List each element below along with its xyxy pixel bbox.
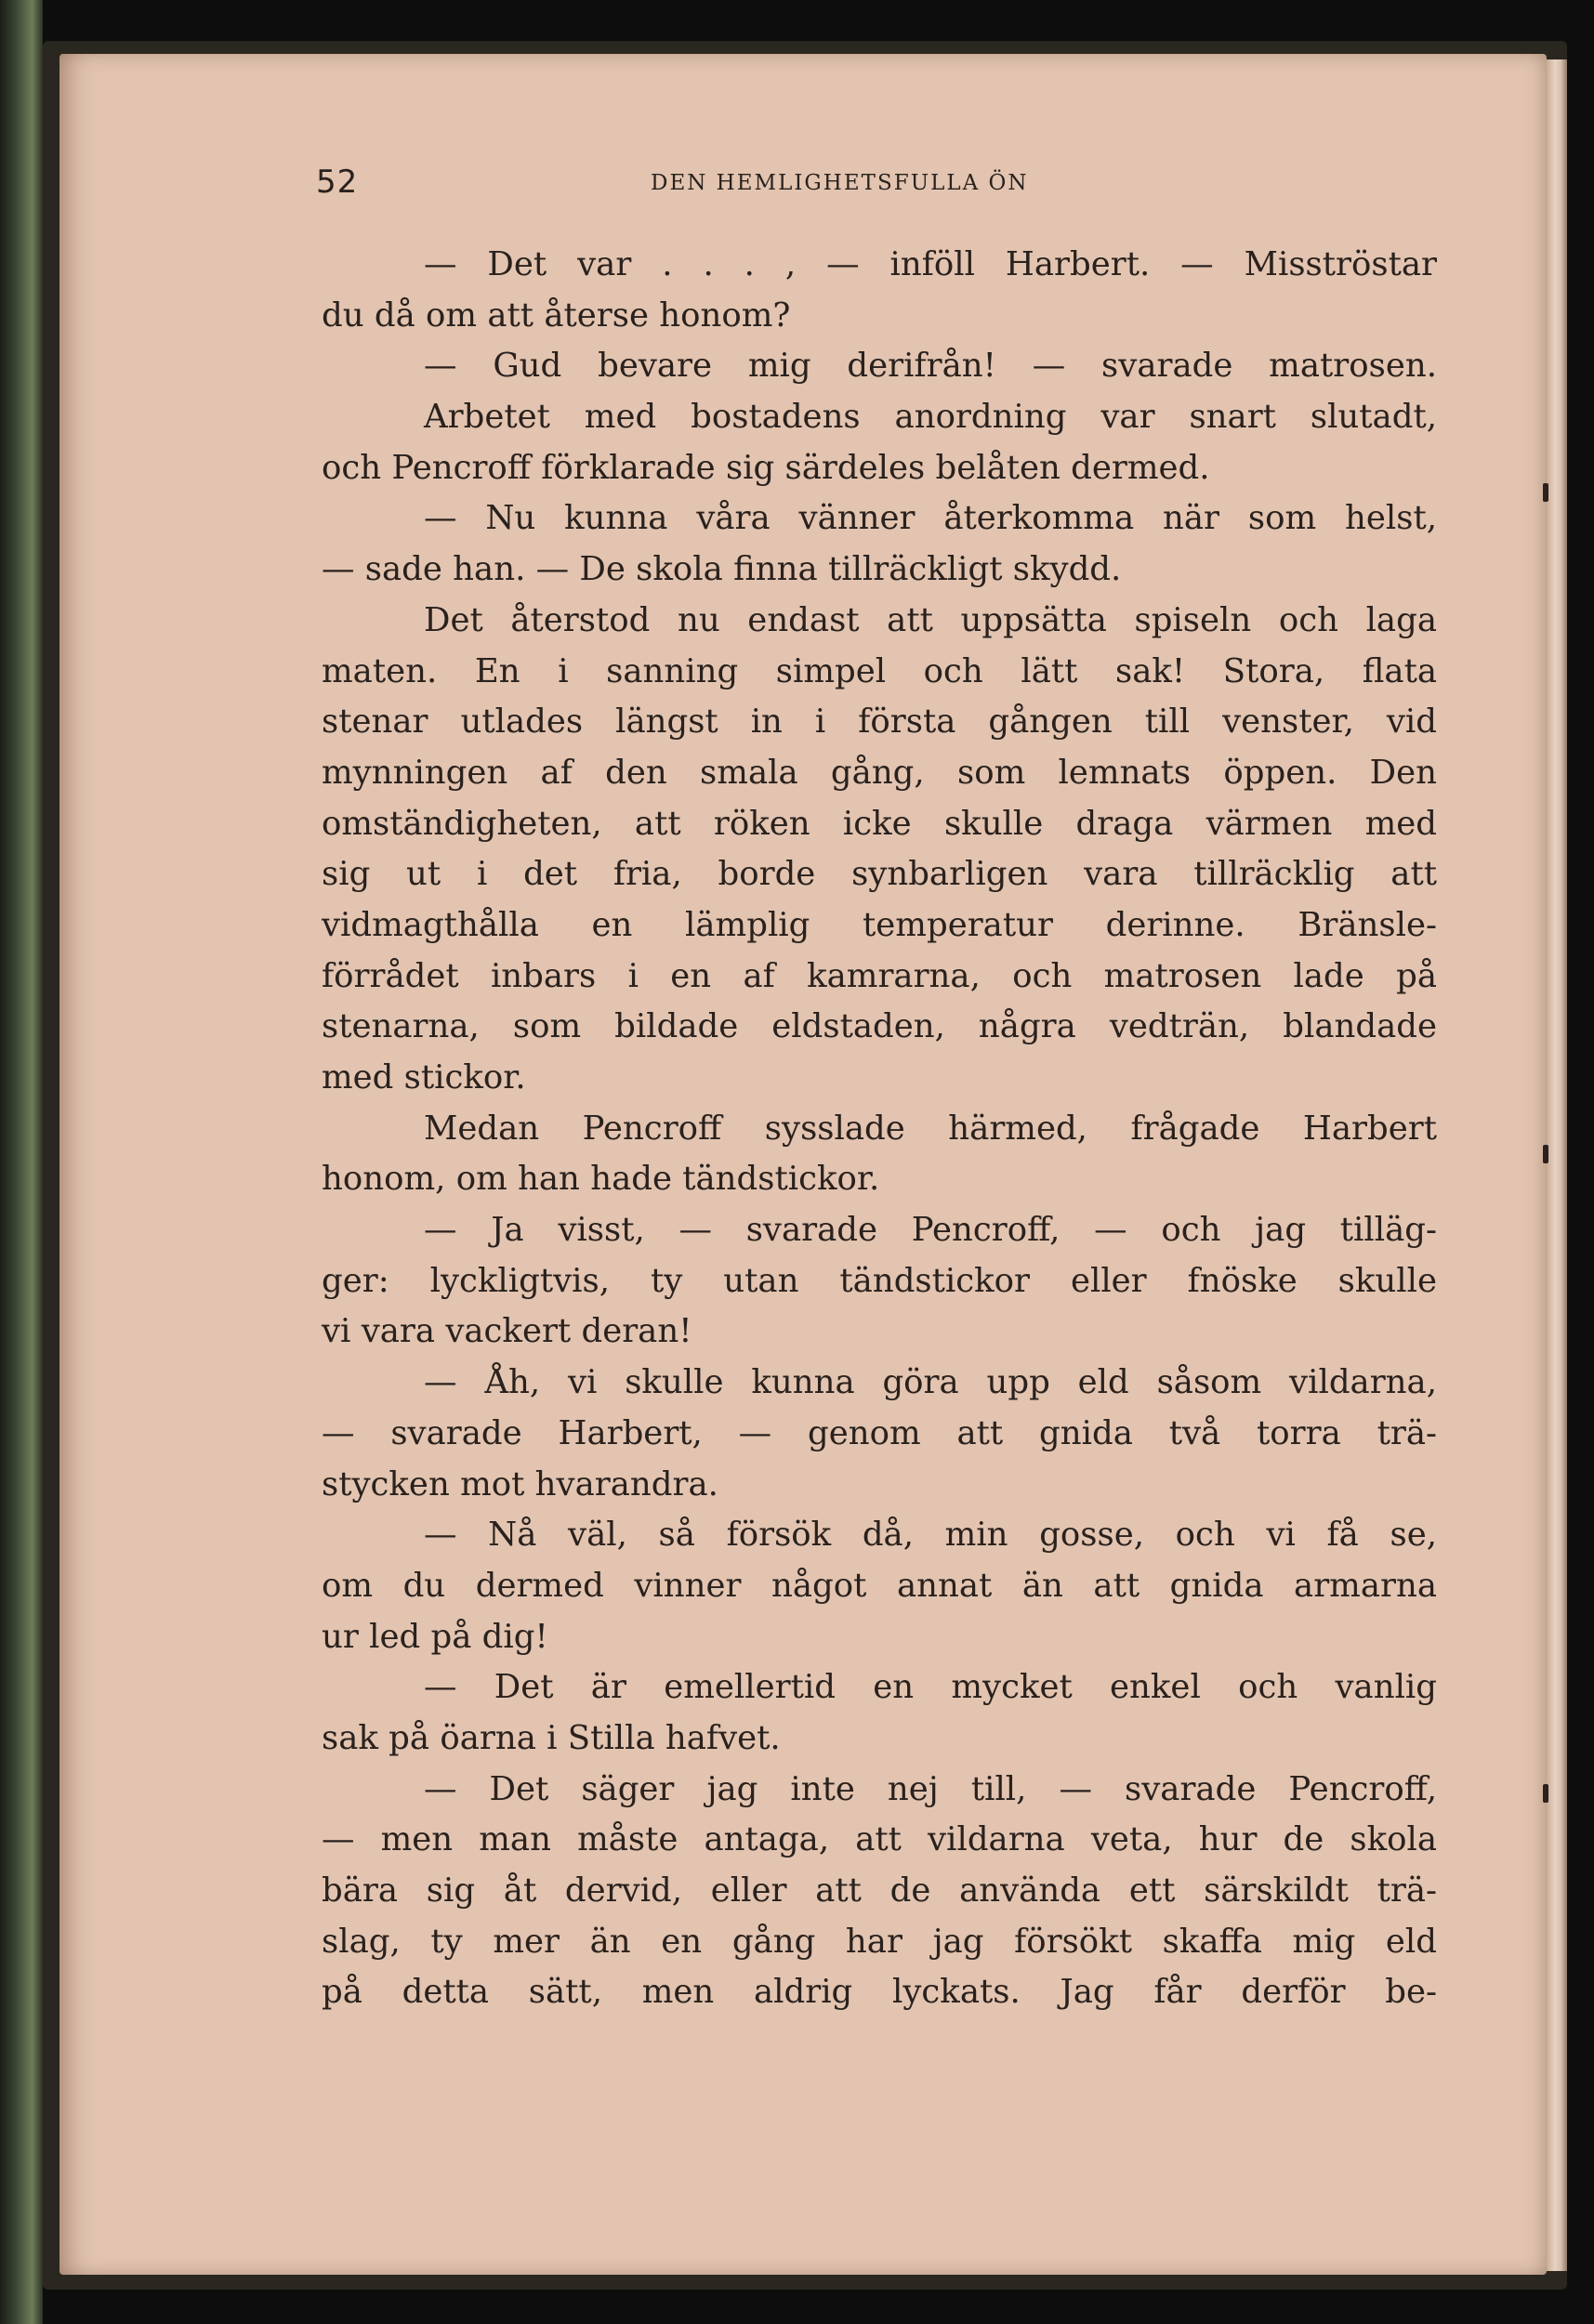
text-line: maten. En i sanning simpel och lätt sak! Stora, flata xyxy=(322,651,1437,690)
text-line: vidmagthålla en lämplig temperatur derinne. Bränsle- xyxy=(322,905,1437,944)
text-line: mynningen af den smala gång, som lemnats öppen. Den xyxy=(322,753,1437,792)
text-line: stycken mot hvarandra. xyxy=(322,1464,718,1503)
text-line: ger: lyckligtvis, ty utan tändstickor eller fnöske skulle xyxy=(322,1261,1437,1300)
margin-mark xyxy=(1543,1145,1548,1163)
text-line: Medan Pencroff sysslade härmed, frågade Harbert xyxy=(424,1109,1437,1148)
text-line: — men man måste antaga, att vildarna veta, hur de skola xyxy=(322,1820,1437,1859)
text-line: stenarna, som bildade eldstaden, några vedträn, blandade xyxy=(322,1007,1437,1046)
text-line: och Pencroff förklarade sig särdeles belåten dermed. xyxy=(322,448,1210,487)
text-line: vi vara vackert deran! xyxy=(322,1312,692,1351)
text-line: sak på öarna i Stilla hafvet. xyxy=(322,1718,781,1757)
text-line: — Ja visst, — svarade Pencroff, — och jag tilläg- xyxy=(424,1211,1437,1250)
text-line: du då om att återse honom? xyxy=(322,295,791,335)
text-line: förrådet inbars i en af kamrarna, och matrosen lade på xyxy=(322,956,1437,995)
text-line: — Åh, vi skulle kunna göra upp eld såsom vildarna, xyxy=(424,1363,1437,1402)
text-line: — Nu kunna våra vänner återkomma när som helst, xyxy=(424,499,1437,538)
text-line: på detta sätt, men aldrig lyckats. Jag får derför be- xyxy=(322,1973,1437,2012)
text-line: — Det säger jag inte nej till, — svarade Pencroff, xyxy=(424,1769,1437,1808)
text-line: — Gud bevare mig derifrån! — svarade matrosen. xyxy=(424,347,1437,386)
text-line: Arbetet med bostadens anordning var snart slutadt, xyxy=(424,398,1437,437)
text-line: — svarade Harbert, — genom att gnida två torra trä- xyxy=(322,1413,1437,1452)
text-line: sig ut i det fria, borde synbarligen vara tillräcklig att xyxy=(322,855,1437,894)
text-line: Det återstod nu endast att uppsätta spiseln och laga xyxy=(424,600,1437,639)
page-header xyxy=(316,164,1431,210)
text-line: — Det var . . . , — inföll Harbert. — Misströstar xyxy=(424,245,1437,283)
text-line: stenar utlades längst in i första gången till venster, vid xyxy=(322,702,1437,742)
text-line: ur led på dig! xyxy=(322,1617,548,1656)
text-line: — Det är emellertid en mycket enkel och vanlig xyxy=(424,1668,1437,1707)
text-line: — Nå väl, så försök då, min gosse, och vi få se, xyxy=(424,1516,1437,1555)
text-line: honom, om han hade tändstickor. xyxy=(322,1160,880,1199)
page-number: 52 xyxy=(316,164,359,201)
text-line: omständigheten, att röken icke skulle draga värmen med xyxy=(322,804,1437,843)
text-line: om du dermed vinner något annat än att gnida armarna xyxy=(322,1566,1437,1605)
page-edge xyxy=(1547,59,1567,2271)
book-spine xyxy=(0,0,43,2324)
margin-mark xyxy=(1543,1784,1548,1803)
body-text xyxy=(322,240,1437,2018)
text-line: med stickor. xyxy=(322,1058,526,1096)
text-line: — sade han. — De skola finna tillräckligt skydd. xyxy=(322,550,1122,589)
margin-mark xyxy=(1543,483,1548,502)
text-line: bära sig åt dervid, eller att de använda ett särskildt trä- xyxy=(322,1871,1437,1910)
running-title: DEN HEMLIGHETSFULLA ÖN xyxy=(651,171,1029,195)
text-line: slag, ty mer än en gång har jag försökt skaffa mig eld xyxy=(322,1922,1437,1961)
